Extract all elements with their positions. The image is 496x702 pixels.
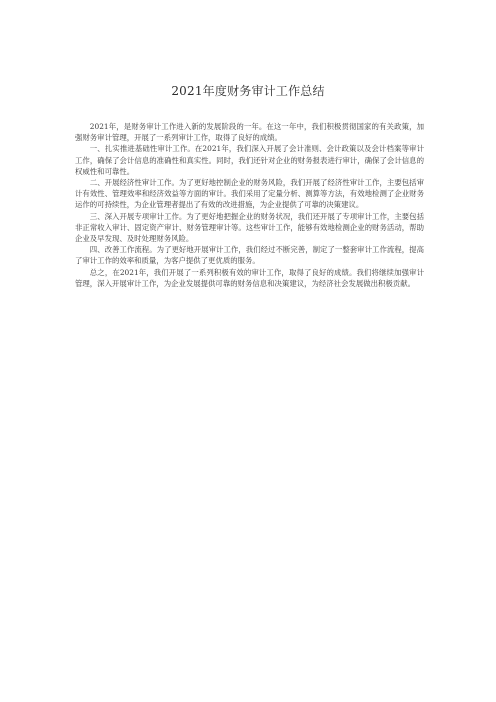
paragraph-intro: 2021年，是财务审计工作进入新的发展阶段的一年。在这一年中，我们积极贯彻国家的有关政策，加强财务审计管理，开展了一系列审计工作，取得了良好的成绩。 xyxy=(75,122,424,143)
document-body xyxy=(75,121,424,289)
document-title: 2021年度财务审计工作总结 xyxy=(171,84,325,99)
paragraph-section-4: 四、改善工作流程。为了更好地开展审计工作，我们经过不断完善，制定了一整套审计工作流程，提高了审计工作的效率和质量，为客户提供了更优质的服务。 xyxy=(75,245,424,266)
paragraph-section-3: 三、深入开展专项审计工作。为了更好地把握企业的财务状况，我们还开展了专项审计工作，主要包括非正常收入审计、固定资产审计、财务管理审计等。这些审计工作，能够有效地检测企业的财务活动，帮助企业及早发现、及时处理财务风险。 xyxy=(75,211,424,244)
paragraph-section-2: 二、开展经济性审计工作。为了更好地控制企业的财务风险，我们开展了经济性审计工作，主要包括审计有效性、管理效率和经济效益等方面的审计。我们采用了定量分析、测算等方法，有效地检测了企业财务运作的可持续性，为企业管理者提出了有效的改进措施，为企业提供了可靠的决策建议。 xyxy=(75,178,424,210)
paragraph-section-1: 一、扎实推进基础性审计工作。在2021年，我们深入开展了会计准则、会计政策以及会计档案等审计工作，确保了会计信息的准确性和真实性。同时，我们还针对企业的财务报表进行审计，确保了会计信息的权威性和可靠性。 xyxy=(75,144,424,176)
paragraph-conclusion: 总之，在2021年，我们开展了一系列积极有效的审计工作，取得了良好的成绩。我们将继续加强审计管理，深入开展审计工作，为企业发展提供可靠的财务信息和决策建议，为经济社会发展做出积极贡献。 xyxy=(75,267,424,288)
